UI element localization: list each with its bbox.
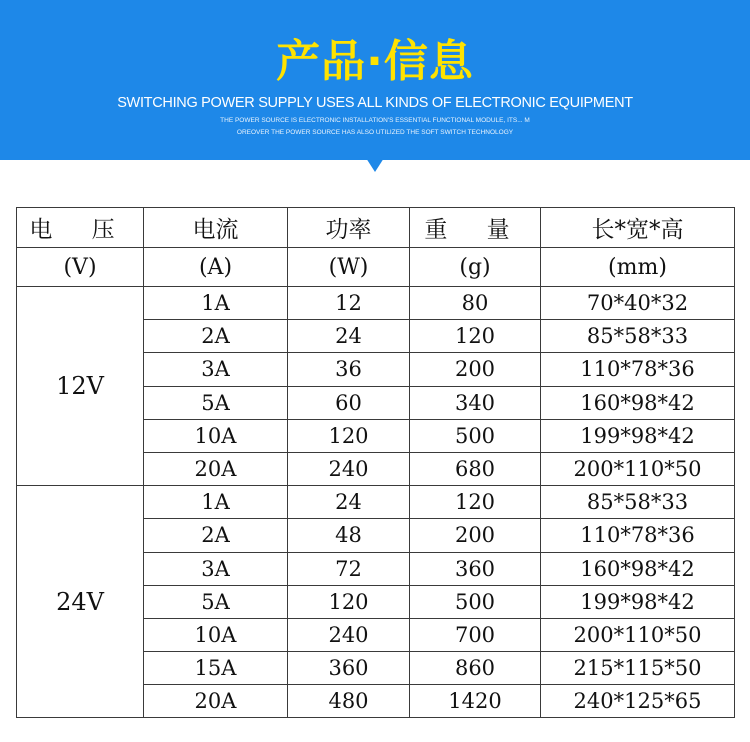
dimensions-cell: 200*110*50	[541, 618, 735, 651]
power-cell: 72	[288, 552, 410, 585]
header-banner	[0, 0, 750, 160]
dimensions-cell: 160*98*42	[541, 386, 735, 419]
power-cell: 24	[288, 320, 410, 353]
unit-weight: (g)	[410, 248, 541, 287]
weight-cell: 700	[410, 618, 541, 651]
banner-pointer-arrow	[366, 158, 384, 172]
current-cell: 3A	[144, 552, 288, 585]
header-current: 电流	[144, 208, 288, 248]
dimensions-cell: 240*125*65	[541, 685, 735, 718]
current-cell: 15A	[144, 652, 288, 685]
dimensions-cell: 110*78*36	[541, 519, 735, 552]
dimensions-cell: 215*115*50	[541, 652, 735, 685]
header-power: 功率	[288, 208, 410, 248]
weight-cell: 340	[410, 386, 541, 419]
dimensions-cell: 70*40*32	[541, 287, 735, 320]
weight-cell: 860	[410, 652, 541, 685]
weight-cell: 500	[410, 585, 541, 618]
power-cell: 120	[288, 585, 410, 618]
current-cell: 10A	[144, 618, 288, 651]
voltage-cell: 12V	[17, 287, 144, 486]
unit-power: (W)	[288, 248, 410, 287]
dimensions-cell: 199*98*42	[541, 419, 735, 452]
power-cell: 480	[288, 685, 410, 718]
unit-current: (A)	[144, 248, 288, 287]
weight-cell: 120	[410, 320, 541, 353]
unit-voltage: (V)	[17, 248, 144, 287]
weight-cell: 80	[410, 287, 541, 320]
power-cell: 120	[288, 419, 410, 452]
power-cell: 12	[288, 287, 410, 320]
header-weight: 重 量	[410, 208, 541, 248]
header-row	[17, 208, 735, 248]
current-cell: 5A	[144, 585, 288, 618]
header-voltage: 电 压	[17, 208, 144, 248]
dimensions-cell: 200*110*50	[541, 452, 735, 485]
dimensions-cell: 85*58*33	[541, 320, 735, 353]
dimensions-cell: 160*98*42	[541, 552, 735, 585]
spec-table	[16, 207, 735, 718]
current-cell: 3A	[144, 353, 288, 386]
power-cell: 360	[288, 652, 410, 685]
banner-description-line1: THE POWER SOURCE IS ELECTRONIC INSTALLATION'S ESSENTIAL FUNCTIONAL MODULE, ITS... M	[220, 117, 530, 124]
banner-description-line2: OREOVER THE POWER SOURCE HAS ALSO UTILIZED THE SOFT SWITCH TECHNOLOGY	[236, 129, 514, 136]
power-cell: 36	[288, 353, 410, 386]
power-cell: 240	[288, 618, 410, 651]
power-cell: 24	[288, 486, 410, 519]
current-cell: 20A	[144, 685, 288, 718]
dimensions-cell: 85*58*33	[541, 486, 735, 519]
weight-cell: 680	[410, 452, 541, 485]
weight-cell: 200	[410, 353, 541, 386]
power-cell: 60	[288, 386, 410, 419]
weight-cell: 120	[410, 486, 541, 519]
unit-dimensions: (mm)	[541, 248, 735, 287]
current-cell: 1A	[144, 287, 288, 320]
current-cell: 1A	[144, 486, 288, 519]
dimensions-cell: 110*78*36	[541, 353, 735, 386]
power-cell: 48	[288, 519, 410, 552]
weight-cell: 1420	[410, 685, 541, 718]
dimensions-cell: 199*98*42	[541, 585, 735, 618]
power-cell: 240	[288, 452, 410, 485]
current-cell: 10A	[144, 419, 288, 452]
current-cell: 2A	[144, 320, 288, 353]
current-cell: 5A	[144, 386, 288, 419]
page-title: 产品·信息	[276, 36, 474, 87]
voltage-cell: 24V	[17, 486, 144, 718]
weight-cell: 200	[410, 519, 541, 552]
header-dimensions: 长*宽*高	[541, 208, 735, 248]
table-row	[17, 486, 735, 519]
weight-cell: 500	[410, 419, 541, 452]
current-cell: 2A	[144, 519, 288, 552]
banner-subtitle: SWITCHING POWER SUPPLY USES ALL KINDS OF ELECTRONIC EQUIPMENT	[117, 95, 633, 111]
current-cell: 20A	[144, 452, 288, 485]
weight-cell: 360	[410, 552, 541, 585]
table-row	[17, 287, 735, 320]
unit-row	[17, 248, 735, 287]
